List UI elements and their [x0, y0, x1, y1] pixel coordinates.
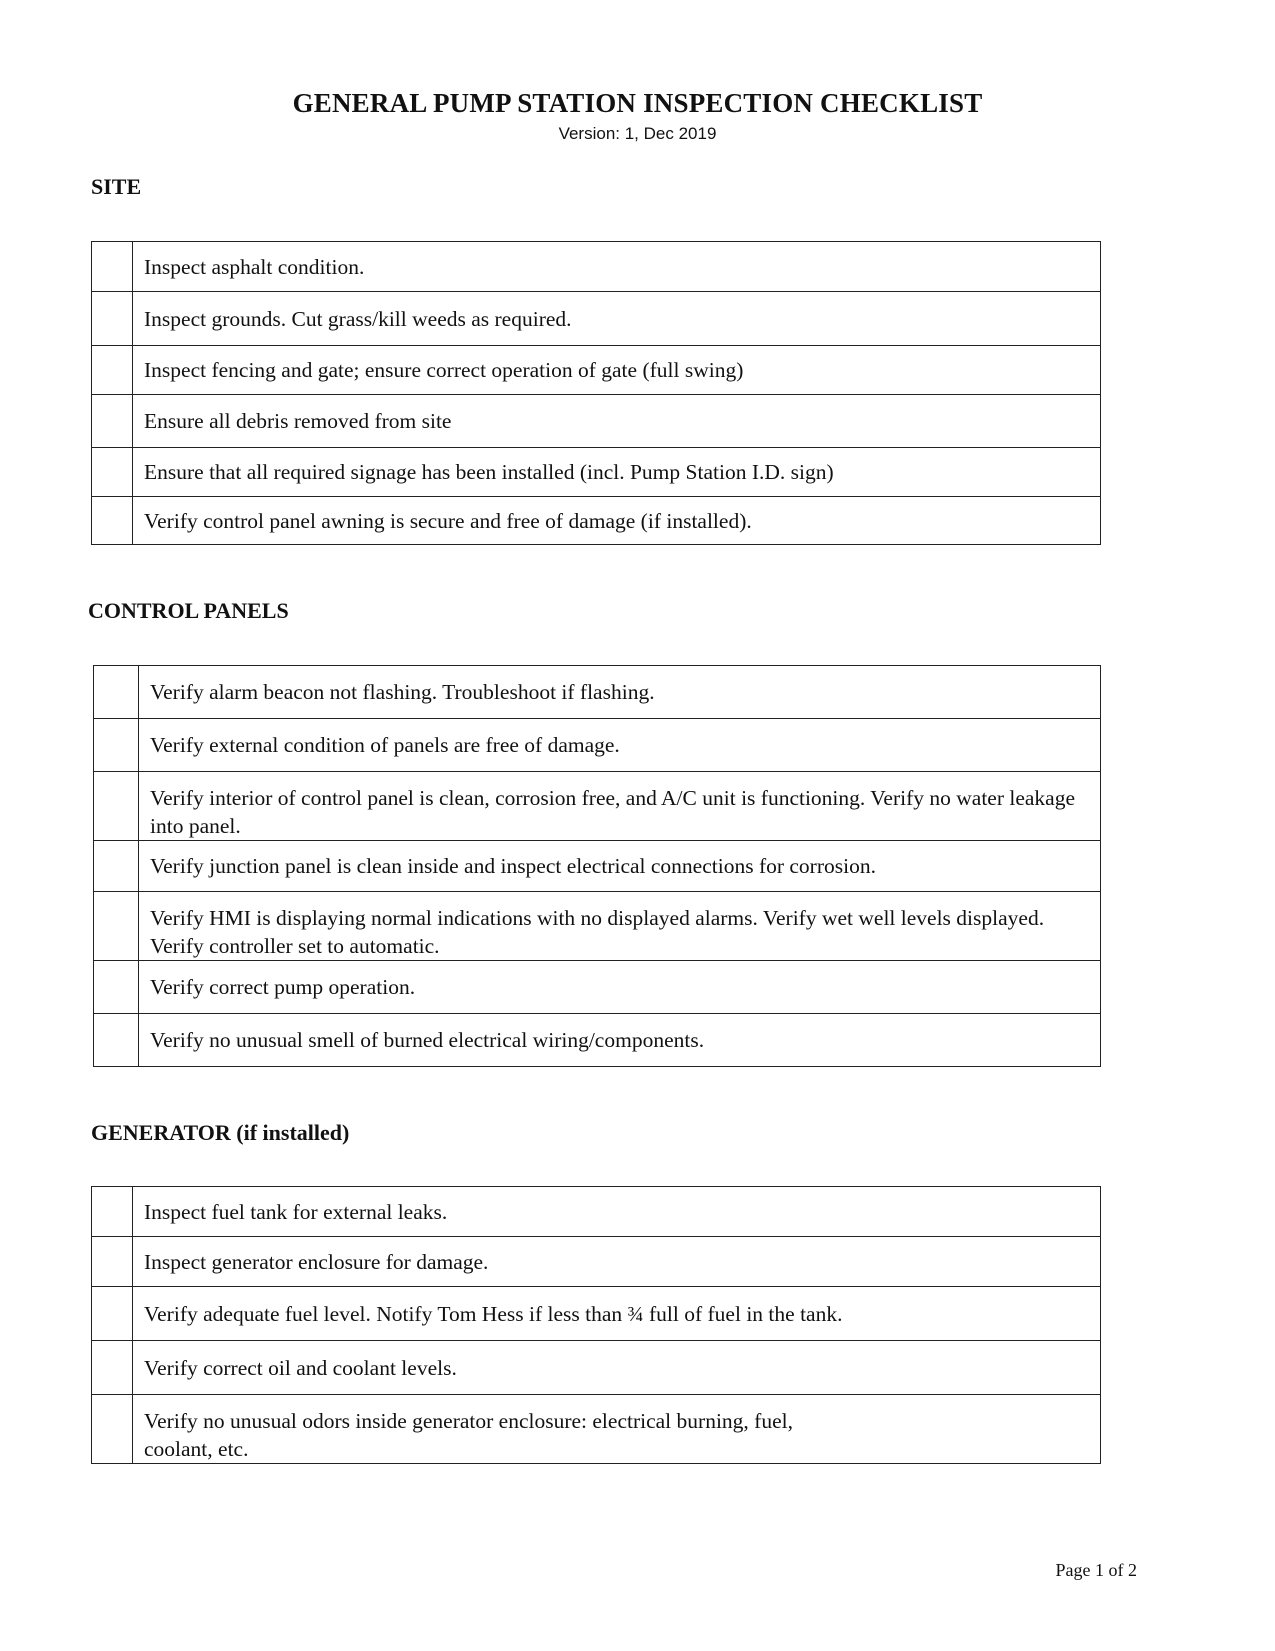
checklist-row	[92, 497, 1101, 545]
section-heading-generator: GENERATOR (if installed)	[91, 1120, 350, 1145]
checkbox[interactable]	[92, 1395, 133, 1464]
checklist-row	[94, 1014, 1101, 1067]
checkbox[interactable]	[92, 346, 133, 395]
checkbox[interactable]	[92, 497, 133, 545]
checklist-item-text: Inspect grounds. Cut grass/kill weeds as required.	[133, 292, 1101, 346]
checklist-row	[92, 1395, 1101, 1464]
checkbox[interactable]	[92, 395, 133, 448]
checklist-row	[92, 395, 1101, 448]
checkbox[interactable]	[92, 1341, 133, 1395]
checklist-row	[94, 841, 1101, 892]
generator-checklist-table	[91, 1186, 1101, 1464]
checklist-item-text: Ensure that all required signage has been installed (incl. Pump Station I.D. sign)	[133, 448, 1101, 497]
checklist-row	[92, 1187, 1101, 1237]
checklist-item-text: Verify junction panel is clean inside and inspect electrical connections for corrosion.	[139, 841, 1101, 892]
checklist-row	[94, 719, 1101, 772]
checkbox[interactable]	[94, 892, 139, 961]
checklist-item-text: Verify no unusual odors inside generator enclosure: electrical burning, fuel, coolant, etc.	[133, 1395, 1101, 1464]
checklist-item-text: Inspect fencing and gate; ensure correct operation of gate (full swing)	[133, 346, 1101, 395]
site-checklist-table	[91, 241, 1101, 545]
document-version: Version: 1, Dec 2019	[558, 124, 717, 143]
checklist-row	[92, 1287, 1101, 1341]
checkbox[interactable]	[92, 448, 133, 497]
checklist-row	[94, 772, 1101, 841]
checkbox[interactable]	[92, 292, 133, 346]
checklist-item-text: Verify correct oil and coolant levels.	[133, 1341, 1101, 1395]
checklist-row	[92, 1237, 1101, 1287]
checklist-item-text: Inspect asphalt condition.	[133, 242, 1101, 292]
checkbox[interactable]	[94, 719, 139, 772]
checklist-row	[94, 666, 1101, 719]
control-panels-checklist-table	[93, 665, 1101, 1067]
checklist-item-text: Ensure all debris removed from site	[133, 395, 1101, 448]
checklist-item-text: Verify correct pump operation.	[139, 961, 1101, 1014]
checklist-item-text: Verify no unusual smell of burned electrical wiring/components.	[139, 1014, 1101, 1067]
checklist-row	[94, 961, 1101, 1014]
checklist-item-text: Inspect fuel tank for external leaks.	[133, 1187, 1101, 1237]
checkbox[interactable]	[94, 841, 139, 892]
checklist-item-text: Verify interior of control panel is clean, corrosion free, and A/C unit is functioning. Verify no water leakage into panel.	[139, 772, 1101, 841]
checklist-row	[92, 346, 1101, 395]
checklist-item-text: Verify adequate fuel level. Notify Tom Hess if less than ¾ full of fuel in the tank.	[133, 1287, 1101, 1341]
checklist-row	[92, 292, 1101, 346]
checklist-row	[94, 892, 1101, 961]
checkbox[interactable]	[94, 1014, 139, 1067]
checkbox[interactable]	[94, 961, 139, 1014]
checklist-item-text: Verify alarm beacon not flashing. Troubleshoot if flashing.	[139, 666, 1101, 719]
checklist-item-text: Verify external condition of panels are free of damage.	[139, 719, 1101, 772]
checkbox[interactable]	[92, 1287, 133, 1341]
section-heading-site: SITE	[91, 174, 142, 199]
checkbox[interactable]	[94, 666, 139, 719]
checklist-item-text: Verify HMI is displaying normal indications with no displayed alarms. Verify wet well levels displayed. Verify controller set to automatic.	[139, 892, 1101, 961]
checkbox[interactable]	[94, 772, 139, 841]
checklist-row	[92, 448, 1101, 497]
checkbox[interactable]	[92, 1237, 133, 1287]
checklist-row	[92, 1341, 1101, 1395]
checkbox[interactable]	[92, 242, 133, 292]
document-title: GENERAL PUMP STATION INSPECTION CHECKLIST	[292, 88, 983, 118]
checklist-item-text: Inspect generator enclosure for damage.	[133, 1237, 1101, 1287]
checklist-item-text: Verify control panel awning is secure and free of damage (if installed).	[133, 497, 1101, 545]
checkbox[interactable]	[92, 1187, 133, 1237]
page-number: Page 1 of 2	[1055, 1560, 1137, 1580]
checklist-row	[92, 242, 1101, 292]
section-heading-control-panels: CONTROL PANELS	[88, 598, 289, 623]
